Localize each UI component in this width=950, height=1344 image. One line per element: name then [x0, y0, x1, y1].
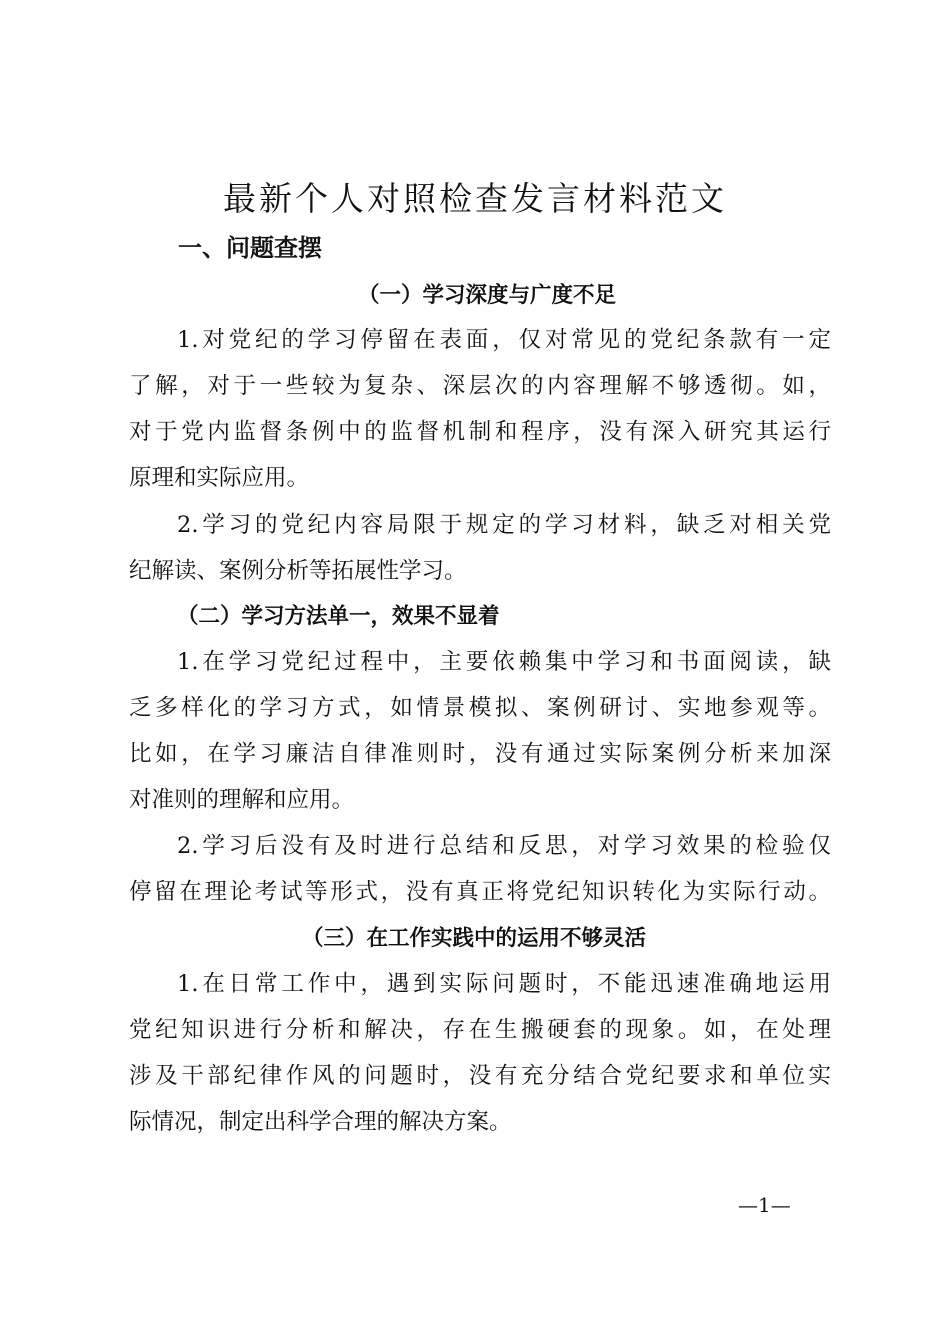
paragraph-line: 纪解读、案例分析等拓展性学习。 [129, 558, 467, 584]
paragraph-2-2 [129, 823, 831, 915]
page-number: —1— [738, 1193, 791, 1217]
paragraph-line: 际情况，制定出科学合理的解决方案。 [129, 1109, 512, 1135]
paragraph-line: 1.在学习党纪过程中，主要依赖集中学习和书面阅读，缺 [177, 649, 831, 675]
paragraph-line: 对于党内监督条例中的监督机制和程序，没有深入研究其运行 [129, 419, 831, 445]
paragraph-line: 对准则的理解和应用。 [129, 787, 355, 813]
paragraph-line: 停留在理论考试等形式，没有真正将党纪知识转化为实际行动。 [129, 879, 831, 905]
paragraph-1-2 [129, 502, 831, 594]
subsection-heading-1: （一）学习深度与广度不足 [358, 283, 617, 308]
paragraph-1-1 [129, 317, 831, 501]
paragraph-line: 原理和实际应用。 [129, 465, 310, 491]
paragraph-line: 1.在日常工作中，遇到实际问题时，不能迅速准确地运用 [177, 971, 831, 997]
paragraph-line: 涉及干部纪律作风的问题时，没有充分结合党纪要求和单位实 [129, 1063, 831, 1089]
subsection-heading-2: （二）学习方法单一，效果不显着 [177, 604, 500, 629]
paragraph-line: 比如，在学习廉洁自律准则时，没有通过实际案例分析来加深 [129, 741, 831, 767]
paragraph-line: 了解，对于一些较为复杂、深层次的内容理解不够透彻。如， [129, 373, 831, 399]
paragraph-2-1 [129, 639, 831, 823]
paragraph-line: 乏多样化的学习方式，如情景模拟、案例研讨、实地参观等。 [129, 695, 831, 721]
section-heading-problems: 一、问题查摆 [178, 234, 322, 262]
paragraph-line: 党纪知识进行分析和解决，存在生搬硬套的现象。如，在处理 [129, 1017, 831, 1043]
paragraph-line: 2.学习后没有及时进行总结和反思，对学习效果的检验仅 [177, 833, 831, 859]
paragraph-line: 2.学习的党纪内容局限于规定的学习材料，缺乏对相关党 [177, 512, 831, 538]
subsection-heading-3: （三）在工作实践中的运用不够灵活 [302, 926, 647, 951]
paragraph-line: 1.对党纪的学习停留在表面，仅对常见的党纪条款有一定 [177, 327, 831, 353]
paragraph-3-1 [129, 961, 831, 1145]
document-title: 最新个人对照检查发言材料范文 [223, 179, 727, 218]
